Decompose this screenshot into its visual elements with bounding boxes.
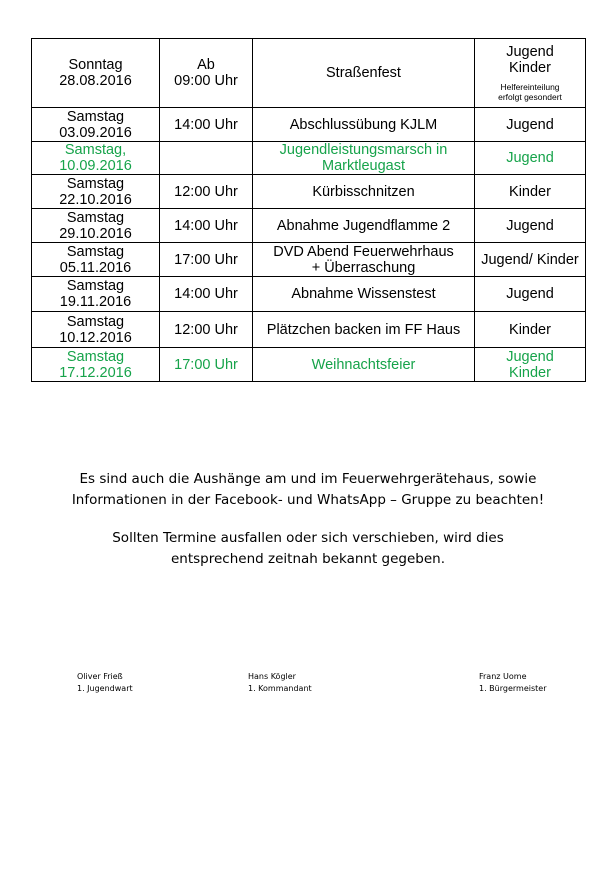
date-cell-line: Samstag (66, 209, 125, 226)
date-cell-line: Samstag (66, 243, 125, 260)
time-cell (160, 39, 253, 108)
event-cell (253, 209, 475, 243)
schedule-row (32, 175, 586, 209)
event-cell-line: Jugendleistungsmarsch in (279, 142, 448, 158)
info-line: Informationen in der Facebook- und WhatsApp – Gruppe zu beachten! (71, 492, 545, 508)
signature-name: Hans Kögler (248, 672, 296, 681)
time-cell (160, 348, 253, 382)
event-cell-line: Straßenfest (326, 65, 401, 81)
time-cell (160, 243, 253, 277)
date-cell (32, 142, 160, 175)
event-cell-line: + Überraschung (311, 259, 416, 276)
date-cell-line: 22.10.2016 (59, 191, 132, 208)
date-cell-line: 17.12.2016 (59, 364, 132, 381)
schedule-row (32, 39, 586, 108)
group-cell-line: Jugend (506, 116, 554, 133)
group-cell-line: Jugend/ Kinder (481, 251, 579, 268)
date-cell-line: Samstag (66, 175, 125, 192)
info-line: Es sind auch die Aushänge am und im Feuerwehrgerätehaus, sowie (79, 471, 537, 487)
date-cell (32, 277, 160, 312)
group-cell (475, 348, 586, 382)
date-cell (32, 175, 160, 209)
event-cell (253, 312, 475, 348)
date-cell (32, 312, 160, 348)
signature-title: 1. Bürgermeister (479, 684, 547, 693)
date-cell-line: 19.11.2016 (59, 294, 132, 310)
time-cell (160, 312, 253, 348)
time-cell (160, 142, 253, 175)
date-cell-line: Samstag (66, 108, 125, 125)
schedule-row (32, 142, 586, 175)
group-cell-line: Jugend (506, 286, 554, 302)
info-paragraph-1 (0, 469, 616, 511)
date-cell-line: Samstag, (64, 142, 127, 158)
schedule-row (32, 243, 586, 277)
helper-note-line: Helfereinteilung (500, 82, 560, 92)
event-cell-line: DVD Abend Feuerwehrhaus (273, 243, 454, 260)
time-cell (160, 209, 253, 243)
event-cell-line: Abschlussübung KJLM (289, 116, 438, 133)
group-cell (475, 312, 586, 348)
group-cell-line: Jugend (506, 150, 554, 166)
date-cell (32, 348, 160, 382)
event-cell (253, 277, 475, 312)
time-cell-line: 14:00 Uhr (174, 116, 238, 133)
group-cell-line: Kinder (509, 60, 551, 76)
group-cell (475, 39, 586, 108)
date-cell (32, 243, 160, 277)
group-cell (475, 209, 586, 243)
event-cell (253, 348, 475, 382)
helper-note (477, 82, 583, 102)
date-cell (32, 39, 160, 108)
schedule-table (31, 38, 586, 382)
group-cell (475, 108, 586, 142)
info-line: Sollten Termine ausfallen oder sich verschieben, wird dies (112, 530, 504, 546)
group-cell-line: Jugend (506, 44, 554, 60)
schedule-row (32, 108, 586, 142)
event-cell-line: Abnahme Jugendflamme 2 (276, 217, 451, 234)
event-cell-line: Weihnachtsfeier (311, 356, 416, 373)
group-cell (475, 175, 586, 209)
group-cell-line: Kinder (509, 321, 551, 338)
schedule-row (32, 209, 586, 243)
date-cell-line: 10.12.2016 (59, 329, 132, 346)
time-cell-line: 12:00 Uhr (174, 183, 238, 200)
group-cell-line: Jugend (506, 217, 554, 234)
helper-note-line: erfolgt gesondert (498, 92, 562, 102)
time-cell-line: 14:00 Uhr (174, 217, 238, 234)
time-cell (160, 108, 253, 142)
schedule-body (32, 39, 586, 382)
event-cell-line: Plätzchen backen im FF Haus (266, 321, 461, 338)
event-cell-line: Kürbisschnitzen (312, 183, 415, 200)
event-cell (253, 175, 475, 209)
date-cell-line: Samstag (66, 313, 125, 330)
group-cell (475, 142, 586, 175)
group-cell (475, 277, 586, 312)
date-cell-line: 10.09.2016 (59, 158, 132, 174)
date-cell-line: 03.09.2016 (59, 124, 132, 141)
time-cell (160, 175, 253, 209)
signature-name: Franz Uome (479, 672, 527, 681)
group-cell-line: Jugend (506, 348, 554, 365)
signature-name: Oliver Frieß (77, 672, 123, 681)
group-cell-line: Kinder (509, 364, 551, 381)
signature-title: 1. Jugendwart (77, 684, 133, 693)
date-cell-line: 29.10.2016 (59, 225, 132, 242)
schedule-row (32, 312, 586, 348)
time-cell (160, 277, 253, 312)
event-cell (253, 142, 475, 175)
signature-kommandant (248, 671, 312, 695)
time-cell-line: 12:00 Uhr (174, 321, 238, 338)
time-cell-line: 17:00 Uhr (174, 251, 238, 268)
group-cell-line: Kinder (509, 183, 551, 200)
group-cell (475, 243, 586, 277)
date-cell (32, 108, 160, 142)
time-cell-line: 09:00 Uhr (174, 73, 238, 89)
info-line: entsprechend zeitnah bekannt gegeben. (170, 551, 446, 567)
date-cell-line: 05.11.2016 (59, 259, 132, 276)
date-cell-line: Samstag (66, 278, 125, 294)
date-cell-line: Samstag (66, 348, 125, 365)
time-cell-line: 17:00 Uhr (174, 356, 238, 373)
time-cell-line: 14:00 Uhr (174, 286, 238, 302)
signature-buergermeister (479, 671, 546, 695)
date-cell-line: Sonntag (68, 57, 123, 73)
schedule-row (32, 277, 586, 312)
signature-title: 1. Kommandant (248, 684, 312, 693)
signature-jugendwart (77, 671, 133, 695)
date-cell (32, 209, 160, 243)
event-cell-line: Marktleugast (321, 158, 405, 174)
event-cell (253, 39, 475, 108)
event-cell (253, 243, 475, 277)
event-cell (253, 108, 475, 142)
info-paragraph-2 (0, 528, 616, 570)
date-cell-line: 28.08.2016 (59, 73, 132, 89)
schedule-row (32, 348, 586, 382)
time-cell-line: Ab (197, 57, 215, 73)
event-cell-line: Abnahme Wissenstest (291, 286, 436, 302)
